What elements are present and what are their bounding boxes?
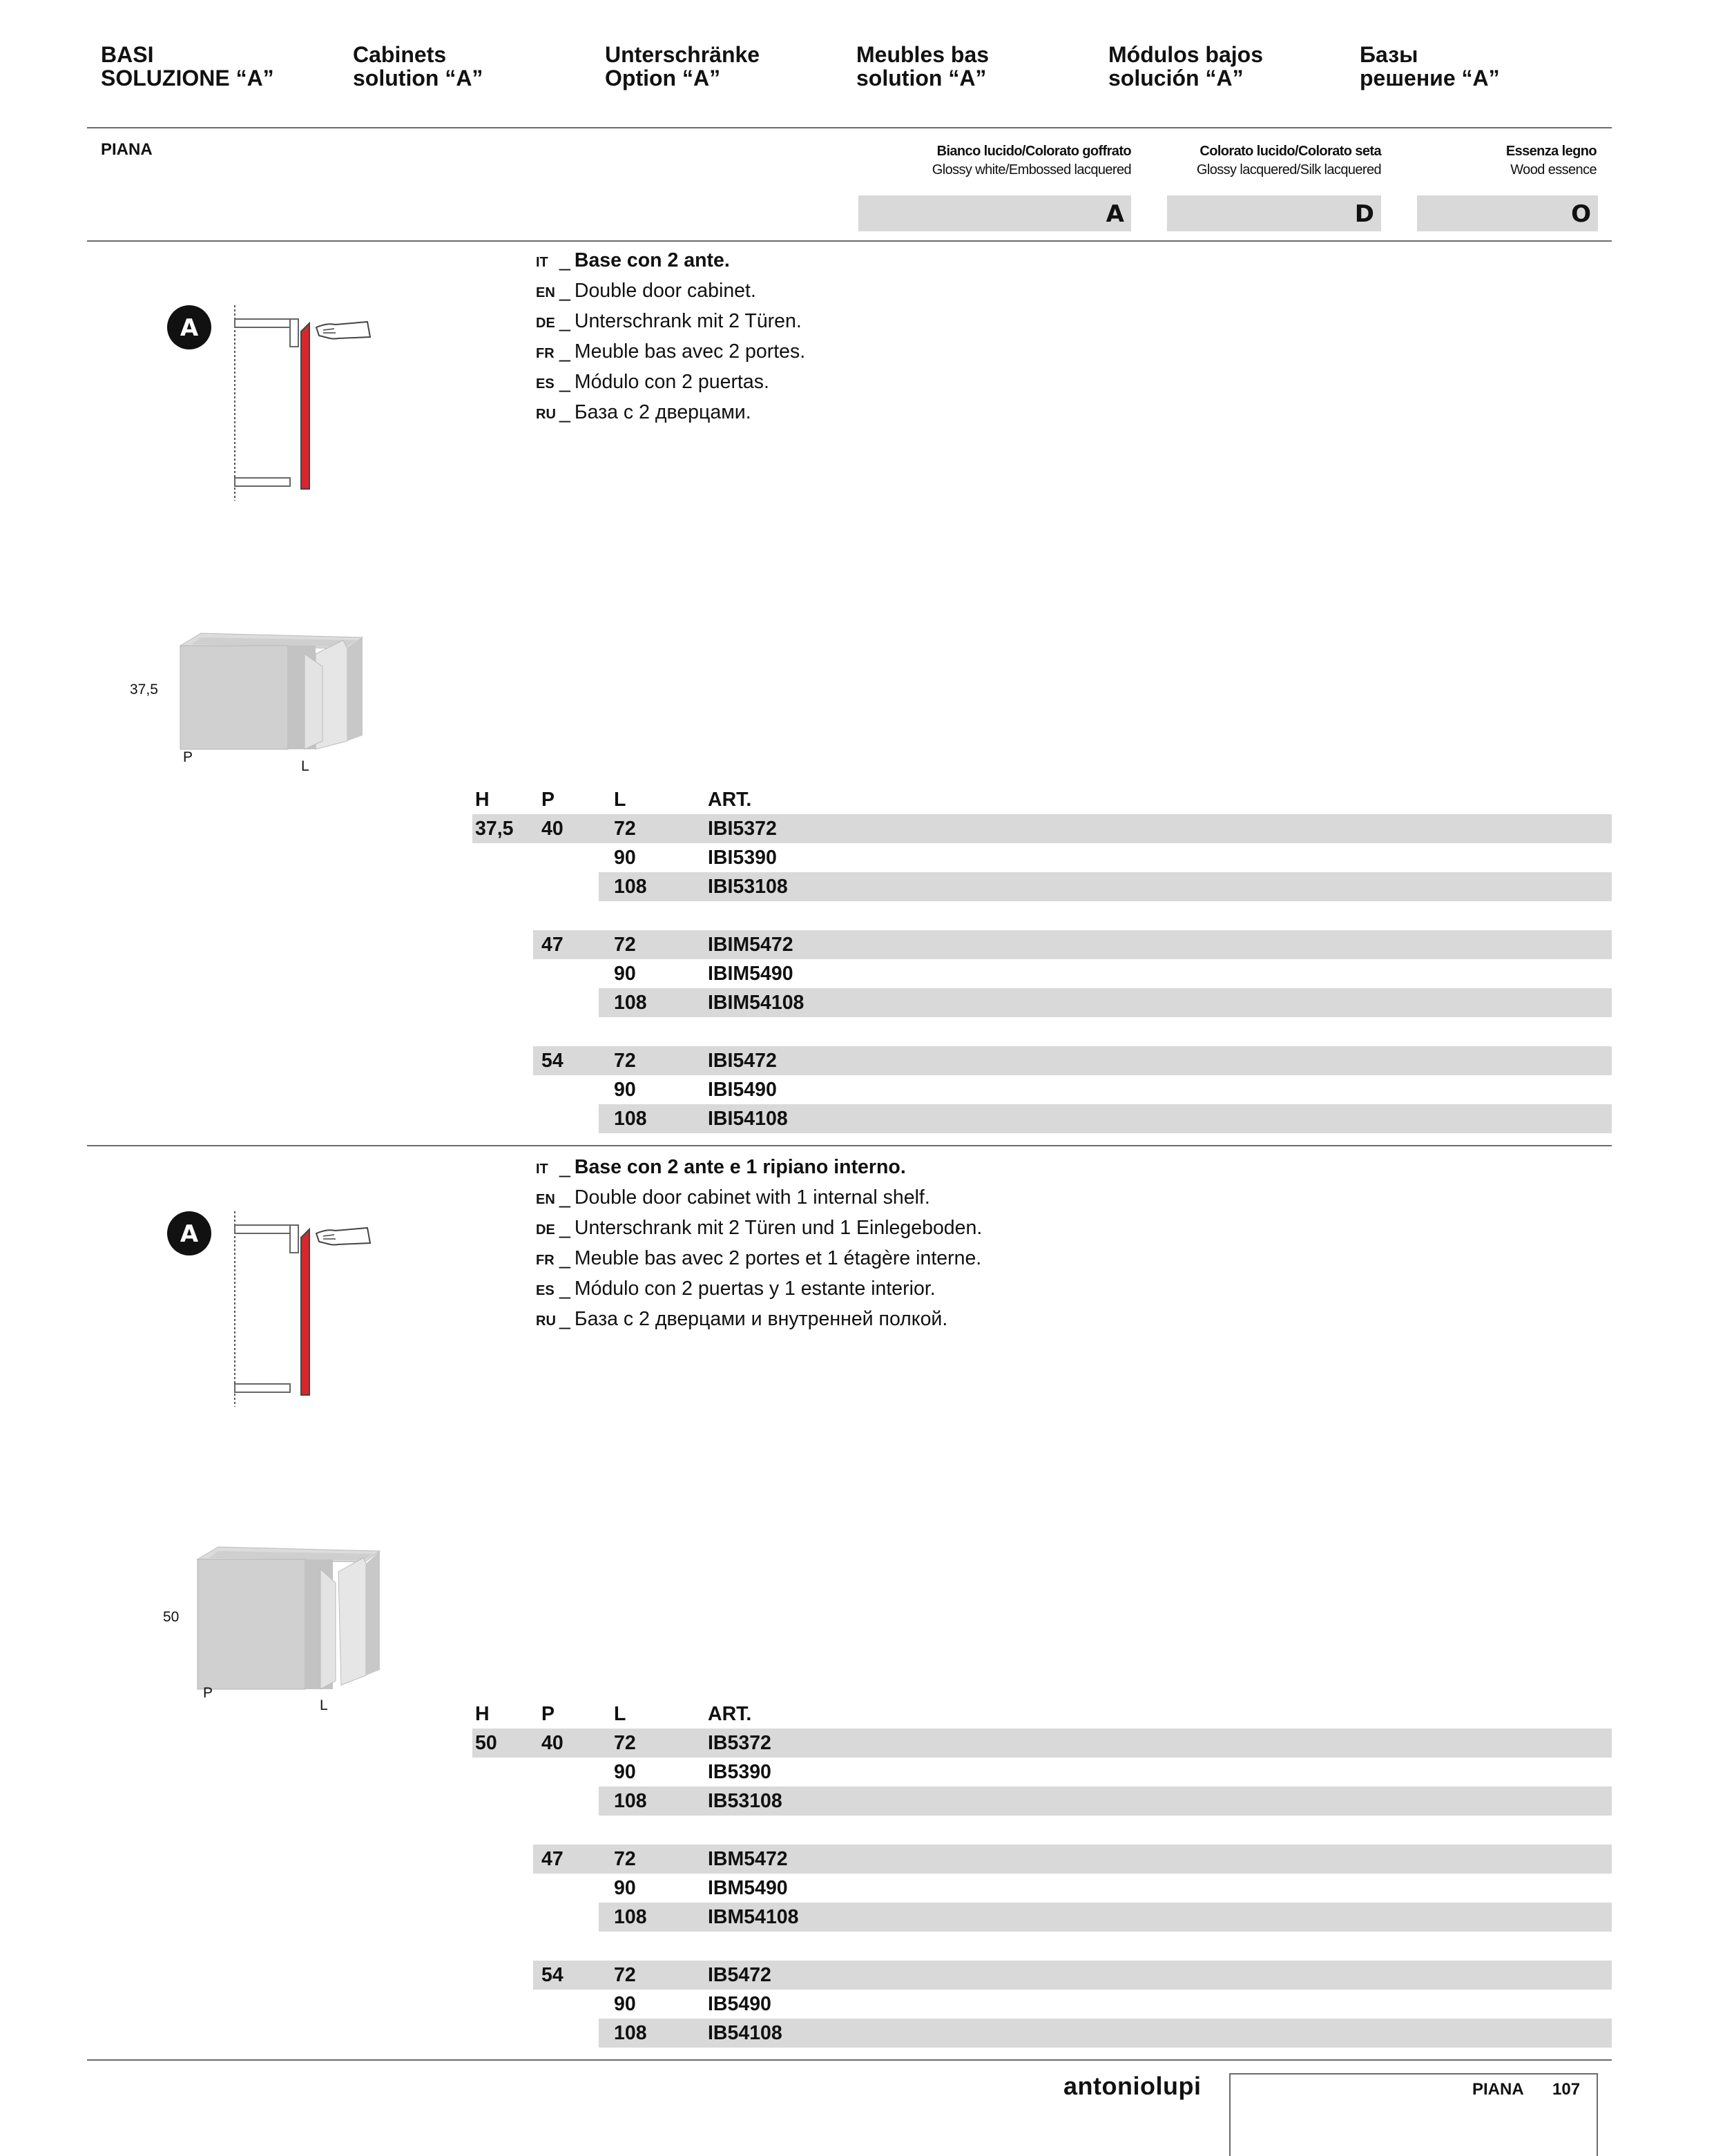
desc-row: FR _ Meuble bas avec 2 portes. bbox=[536, 340, 806, 363]
table-row: 108 IBI54108 bbox=[472, 1104, 1612, 1133]
footer-divider bbox=[87, 2059, 1612, 2061]
page-number: 107 bbox=[1552, 2080, 1581, 2099]
dim-width-label: L bbox=[320, 1697, 328, 1713]
table-row: 90 IBI5390 bbox=[614, 847, 777, 869]
table-gap bbox=[472, 901, 1612, 930]
finish-a: Bianco lucido/Colorato goffrato Glossy white/Embossed lacquered bbox=[932, 144, 1131, 177]
footer-box bbox=[1229, 2073, 1598, 2156]
dim-width-label: L bbox=[301, 758, 309, 774]
table-row: 50 40 72 IB5372 bbox=[472, 1729, 1612, 1758]
cabinet-section-diagram-1 bbox=[166, 304, 387, 504]
desc-row: FR _ Meuble bas avec 2 portes et 1 étagère interne. bbox=[536, 1247, 982, 1269]
desc-row: RU _ База с 2 дверцами. bbox=[536, 401, 751, 423]
desc-row: EN _ Double door cabinet. bbox=[536, 280, 756, 302]
header-col-es: Módulos bajos solución “A” bbox=[1108, 42, 1263, 90]
cabinet-render-2 bbox=[193, 1539, 387, 1697]
table-row: 47 72 IBIM5472 bbox=[472, 930, 1612, 959]
cabinet-render-1 bbox=[176, 625, 369, 756]
section-divider-middle bbox=[87, 1145, 1612, 1146]
table-row: 108 IBM54108 bbox=[472, 1903, 1612, 1932]
section-divider-top bbox=[87, 240, 1612, 242]
desc-row: ES _ Módulo con 2 puertas. bbox=[536, 371, 769, 393]
table-row: 37,5 40 72 IBI5372 bbox=[472, 814, 1612, 843]
badge-letter: A bbox=[180, 314, 199, 342]
desc-row: DE _ Unterschrank mit 2 Türen und 1 Einlegeboden. bbox=[536, 1217, 983, 1239]
cabinet-section-diagram-2 bbox=[166, 1210, 387, 1410]
product-2-descriptions bbox=[536, 1153, 982, 1336]
finish-o: Essenza legno Wood essence bbox=[1505, 144, 1597, 177]
article-table-1 bbox=[472, 785, 1612, 1133]
table-gap bbox=[472, 1017, 1612, 1046]
table-gap bbox=[472, 1932, 1612, 1961]
desc-row: IT _ Base con 2 ante e 1 ripiano interno. bbox=[536, 1156, 906, 1178]
table-row: 108 IBIM54108 bbox=[472, 988, 1612, 1017]
desc-row: DE _ Unterschrank mit 2 Türen. bbox=[536, 310, 802, 332]
desc-row: ES _ Módulo con 2 puertas y 1 estante interior. bbox=[536, 1278, 936, 1300]
dim-height-label: 50 bbox=[163, 1609, 180, 1625]
header-col-en: Cabinets solution “A” bbox=[353, 42, 483, 90]
badge-letter: A bbox=[180, 1220, 199, 1248]
desc-row: RU _ База с 2 дверцами и внутренней полкой. bbox=[536, 1308, 948, 1330]
dim-height-label: 37,5 bbox=[130, 682, 158, 697]
header-col-ru: Базы решение “A” bbox=[1360, 42, 1500, 90]
header-col-de: Unterschränke Option “A” bbox=[605, 42, 760, 90]
table-row: 108 IB54108 bbox=[472, 2019, 1612, 2048]
footer-section: PIANA bbox=[1472, 2080, 1524, 2099]
table-gap bbox=[472, 1816, 1612, 1845]
desc-row: EN _ Double door cabinet with 1 internal shelf. bbox=[536, 1186, 930, 1209]
table-row: 108 IB53108 bbox=[472, 1787, 1612, 1816]
finish-d: Colorato lucido/Colorato seta Glossy lacquered/Silk lacquered bbox=[1196, 144, 1381, 177]
table-header: H P L ART. bbox=[475, 1703, 752, 1725]
header-col-fr: Meubles bas solution “A” bbox=[856, 42, 990, 90]
table-row: 90 IB5490 bbox=[614, 1993, 771, 2015]
dim-depth-label: P bbox=[183, 749, 193, 765]
table-row: 47 72 IBM5472 bbox=[472, 1845, 1612, 1874]
finish-code-a: A bbox=[858, 195, 1131, 231]
header-col-it: BASI SOLUZIONE “A” bbox=[101, 42, 274, 90]
table-row: 90 IBIM5490 bbox=[614, 963, 793, 985]
brand-logo: antoniolupi bbox=[1063, 2072, 1202, 2100]
dim-depth-label: P bbox=[203, 1685, 213, 1701]
table-row: 54 72 IB5472 bbox=[472, 1961, 1612, 1990]
section-label: PIANA bbox=[101, 140, 153, 159]
product-1-descriptions bbox=[536, 247, 805, 429]
table-row: 54 72 IBI5472 bbox=[472, 1046, 1612, 1075]
finish-code-o: O bbox=[1417, 195, 1598, 231]
header-divider bbox=[87, 127, 1612, 128]
table-header: H P L ART. bbox=[475, 789, 752, 811]
table-row: 90 IBI5490 bbox=[614, 1079, 777, 1101]
finish-code-d: D bbox=[1167, 195, 1381, 231]
table-row: 90 IBM5490 bbox=[614, 1877, 788, 1899]
table-row: 90 IB5390 bbox=[614, 1761, 771, 1783]
table-row: 108 IBI53108 bbox=[472, 872, 1612, 901]
desc-row: IT _ Base con 2 ante. bbox=[536, 249, 730, 271]
article-table-2 bbox=[472, 1700, 1612, 2048]
